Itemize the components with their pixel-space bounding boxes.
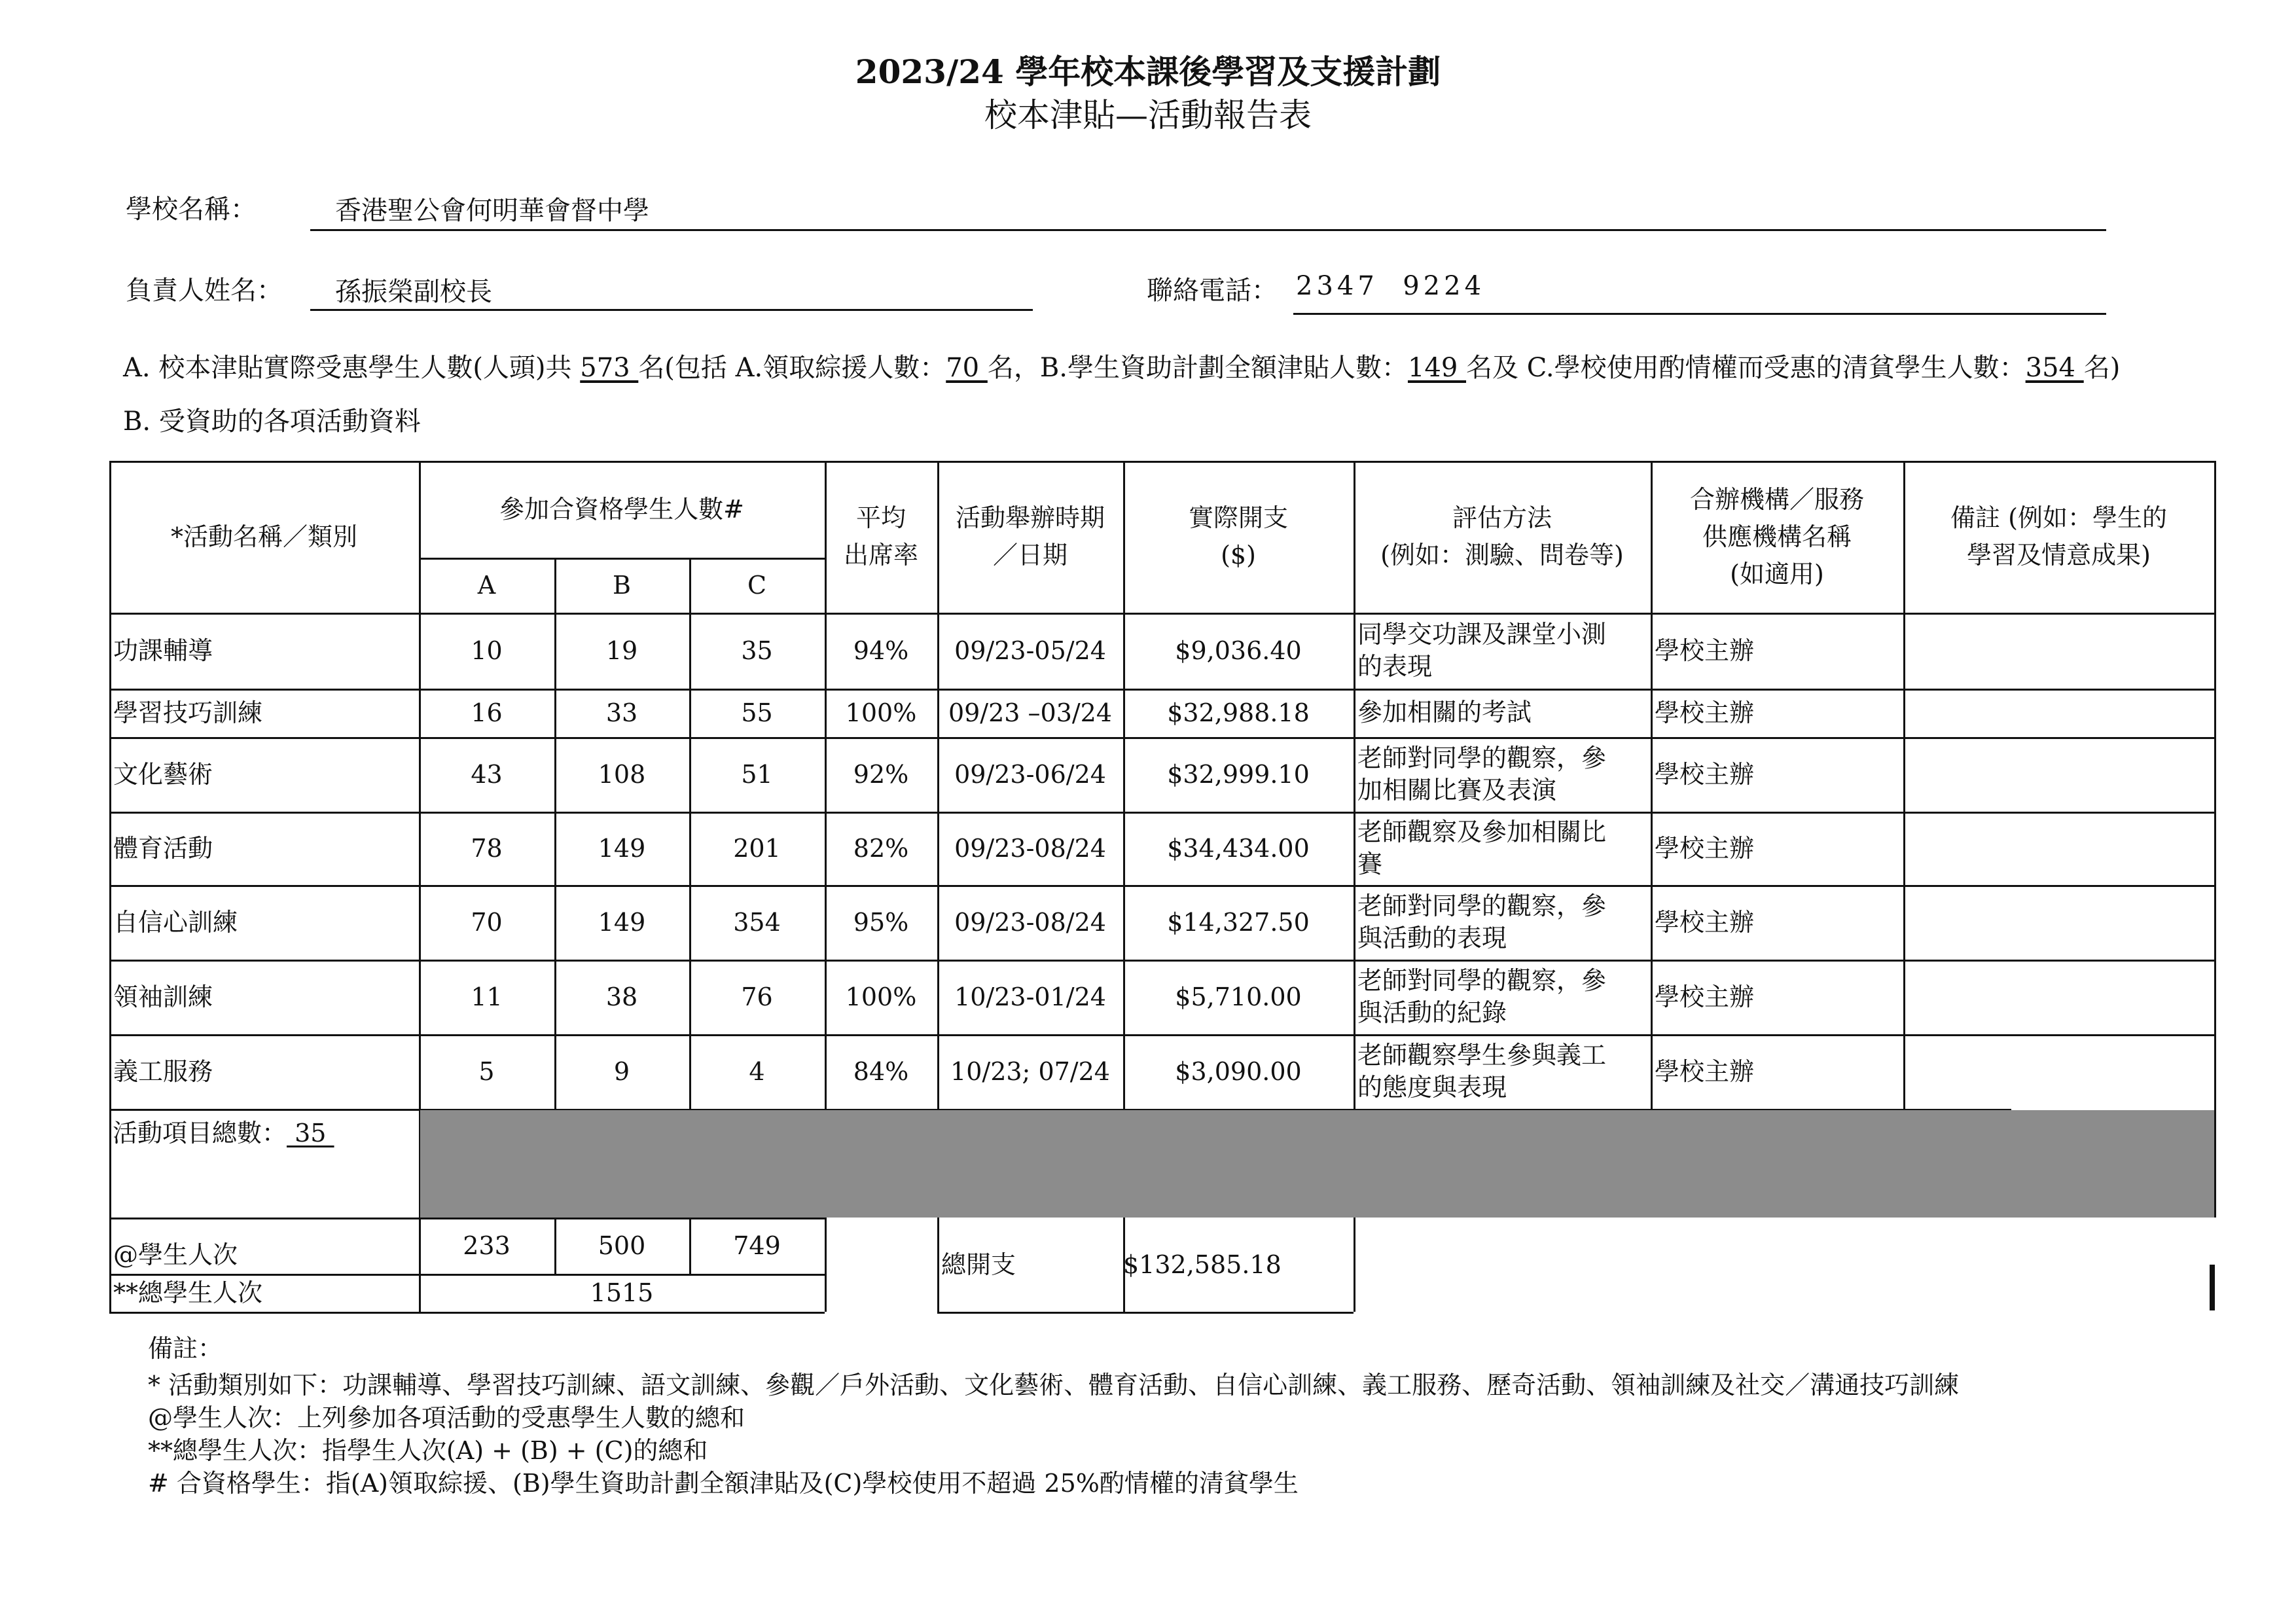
header-attendance: 平均 出席率 [843,503,918,569]
header-expense: 實際開支 ($) [1188,503,1288,569]
report-subtitle: 校本津貼—活動報告表 [984,96,1312,134]
activity-name: 功課輔導 [113,636,213,665]
header-participants: 參加合資格學生人數# [499,494,744,524]
header-evaluation: 評估方法 (例如：測驗、問卷等) [1380,503,1624,569]
count-c-cell: 35 [741,636,773,665]
header-col-b: B [613,570,631,600]
expense-cell: $9,036.40 [1175,636,1302,665]
evaluation-cell: 老師對同學的觀察，參 加相關比賽及表演 [1357,743,1607,804]
remarks-cell [1903,689,2214,737]
partner-cell: 學校主辦 [1655,982,1755,1011]
expense-cell: $14,327.50 [1167,907,1310,937]
header-remarks: 備註 (例如：學生的 學習及情意成果) [1950,503,2167,569]
evaluation-cell: 老師觀察學生參與義工 的態度與表現 [1357,1040,1607,1102]
count-a-cell: 5 [478,1056,495,1086]
activity-name: 領袖訓練 [113,982,213,1011]
total-items: 活動項目總數： 35 [113,1119,334,1147]
count-a: 70 [946,353,988,383]
period-cell: 09/23-05/24 [954,636,1106,665]
remarks-cell [1903,960,2214,1034]
student-times-a: 233 [463,1231,511,1260]
school-name-value: 香港聖公會何明華會督中學 [335,196,649,226]
count-b-cell: 149 [598,833,646,863]
person-value: 孫振榮副校長 [335,277,492,307]
partner-cell: 學校主辦 [1655,759,1755,789]
count-b-cell: 33 [605,698,638,727]
count-c-cell: 4 [749,1056,765,1086]
total-items-value: 35 [287,1119,334,1147]
count-c-cell: 76 [741,982,773,1011]
attendance-cell: 94% [853,636,909,665]
school-name-label: 學校名稱： [126,194,257,225]
expense-cell: $32,988.18 [1167,698,1310,727]
count-c: 354 [2025,353,2084,383]
count-b-cell: 108 [598,759,646,789]
section-b-heading: B. 受資助的各項活動資料 [123,406,421,437]
period-cell: 09/23-08/24 [954,907,1106,937]
evaluation-cell: 老師對同學的觀察，參 與活動的紀錄 [1357,965,1607,1027]
header-partner: 合辦機構／服務 供應機構名稱 (如適用) [1689,484,1864,588]
count-a-cell: 11 [471,982,503,1011]
total-beneficiaries: 573 [580,353,639,383]
activity-name: 自信心訓練 [113,907,238,937]
remarks-cell [1903,737,2214,812]
phone-underline [1293,313,2106,315]
total-expense-label: 總開支 [941,1250,1016,1279]
header-activity: *活動名稱／類別 [170,522,357,551]
expense-cell: $3,090.00 [1175,1056,1302,1086]
activity-name: 體育活動 [113,833,213,863]
attendance-cell: 92% [853,759,909,789]
header-col-a: A [477,570,496,600]
attendance-cell: 100% [845,698,917,727]
period-cell: 10/23; 07/24 [950,1056,1110,1086]
expense-cell: $5,710.00 [1175,982,1302,1011]
count-c-cell: 55 [741,698,773,727]
count-b-cell: 38 [605,982,638,1011]
count-a-cell: 16 [471,698,503,727]
evaluation-cell: 老師觀察及參加相關比 賽 [1357,817,1607,878]
activity-name: 文化藝術 [113,759,213,789]
student-times-label: @學生人次 [113,1240,238,1269]
expense-cell: $32,999.10 [1167,759,1310,789]
attendance-cell: 95% [853,907,909,937]
header-period: 活動舉辦時期 ／日期 [955,503,1105,569]
count-c-cell: 201 [733,833,781,863]
activity-name: 義工服務 [113,1056,213,1086]
note-eligible-students: # 合資格學生：指(A)領取綜援、(B)學生資助計劃全額津貼及(C)學校使用不超過 25%酌情權的清貧學生 [148,1469,1299,1498]
note-student-times: @學生人次：上列參加各項活動的受惠學生人數的總和 [148,1403,745,1432]
period-cell: 09/23 –03/24 [948,698,1113,727]
section-a: A. 校本津貼實際受惠學生人數(人頭)共 573 名(包括 A.領取綜援人數：70 名，B.學生資助計劃全額津貼人數：149 名及 C.學校使用酌情權而受惠的清貧學生人數：354 名) [123,353,2121,383]
partner-cell: 學校主辦 [1655,907,1755,937]
evaluation-cell: 同學交功課及課堂小測 的表現 [1357,619,1607,681]
evaluation-cell: 老師對同學的觀察，參 與活動的表現 [1357,891,1607,952]
total-times-label: **總學生人次 [113,1278,263,1307]
count-b-cell: 19 [605,636,638,665]
activity-name: 學習技巧訓練 [113,698,263,727]
total-expense-value: $132,585.18 [1123,1250,1282,1279]
count-a-cell: 43 [471,759,503,789]
remarks-cell [1903,885,2214,960]
period-cell: 09/23-08/24 [954,833,1106,863]
evaluation-cell: 參加相關的考試 [1357,698,1532,727]
count-a-cell: 70 [471,907,503,937]
attendance-cell: 82% [853,833,909,863]
header-col-c: C [747,570,767,600]
shaded-area [420,1110,2214,1218]
note-total-times: **總學生人次：指學生人次(A) + (B) + (C)的總和 [148,1436,708,1465]
notes-heading: 備註： [148,1334,223,1363]
count-b-cell: 149 [598,907,646,937]
partner-cell: 學校主辦 [1655,1056,1755,1086]
person-underline [310,309,1033,311]
period-cell: 10/23-01/24 [954,982,1106,1011]
attendance-cell: 100% [845,982,917,1011]
remarks-cell [1903,812,2214,885]
partner-cell: 學校主辦 [1655,698,1755,727]
count-b-cell: 9 [613,1056,630,1086]
partner-cell: 學校主辦 [1655,833,1755,863]
expense-cell: $34,434.00 [1167,833,1310,863]
student-times-c: 749 [733,1231,781,1260]
phone-label: 聯絡電話： [1147,276,1278,306]
phone-value: 2347 9224 [1296,271,1486,301]
school-name-underline [310,229,2106,231]
person-label: 負責人姓名： [126,276,283,306]
count-a-cell: 78 [471,833,503,863]
count-c-cell: 51 [741,759,773,789]
page-edge-mark [2210,1265,2215,1310]
count-c-cell: 354 [733,907,781,937]
report-title: 2023/24 學年校本課後學習及支援計劃 [855,52,1441,91]
note-activity-types: * 活動類別如下：功課輔導、學習技巧訓練、語文訓練、參觀／戶外活動、文化藝術、體育活動、自信心訓練、義工服務、歷奇活動、領袖訓練及社交／溝通技巧訓練 [148,1371,1960,1399]
period-cell: 09/23-06/24 [954,759,1106,789]
student-times-b: 500 [598,1231,646,1260]
attendance-cell: 84% [853,1056,909,1086]
count-a-cell: 10 [471,636,503,665]
total-times-value: 1515 [590,1278,654,1307]
count-b: 149 [1407,353,1467,383]
partner-cell: 學校主辦 [1655,636,1755,665]
remarks-cell [1903,613,2214,689]
remarks-cell [1903,1034,2214,1109]
